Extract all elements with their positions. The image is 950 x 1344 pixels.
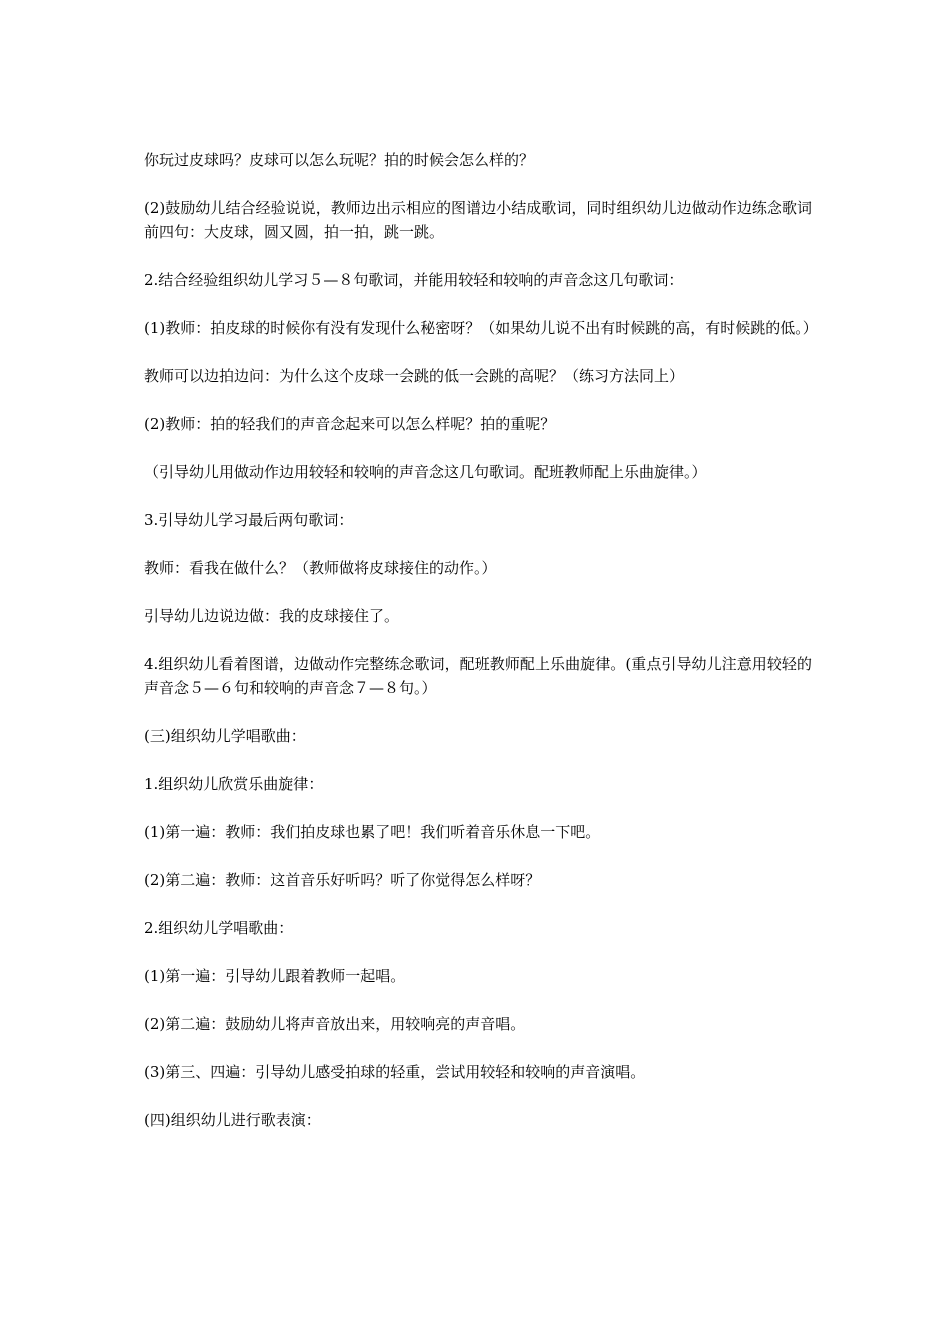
- paragraph: (2)教师：拍的轻我们的声音念起来可以怎么样呢？拍的重呢？: [144, 415, 556, 433]
- paragraph: 教师：看我在做什么？（教师做将皮球接住的动作。）: [144, 559, 497, 577]
- paragraph: (1)教师：拍皮球的时候你有没有发现什么秘密呀？（如果幼儿说不出有时候跳的高，有时候跳的低。）: [144, 319, 818, 337]
- paragraph: (1)第一遍：教师：我们拍皮球也累了吧！我们听着音乐休息一下吧。: [144, 823, 601, 841]
- paragraph: （引导幼儿用做动作边用较轻和较响的声音念这几句歌词。配班教师配上乐曲旋律。）: [144, 463, 707, 481]
- document-body: [144, 148, 818, 1156]
- paragraph: 3.引导幼儿学习最后两句歌词：: [144, 511, 354, 529]
- paragraph: 引导幼儿边说边做：我的皮球接住了。: [144, 607, 400, 625]
- paragraph: (2)鼓励幼儿结合经验说说，教师边出示相应的图谱边小结成歌词，同时组织幼儿边做动作边练念歌词前四句：大皮球，圆又圆，拍一拍，跳一跳。: [144, 199, 812, 241]
- paragraph: 2.组织幼儿学唱歌曲：: [144, 919, 294, 937]
- paragraph: 2.结合经验组织幼儿学习５—８句歌词，并能用较轻和较响的声音念这几句歌词：: [144, 271, 684, 289]
- paragraph: (2)第二遍：教师：这首音乐好听吗？听了你觉得怎么样呀？: [144, 871, 541, 889]
- paragraph: (3)第三、四遍：引导幼儿感受拍球的轻重，尝试用较轻和较响的声音演唱。: [144, 1063, 646, 1081]
- paragraph: 你玩过皮球吗？皮球可以怎么玩呢？拍的时候会怎么样的？: [144, 151, 535, 169]
- section-heading: (三)组织幼儿学唱歌曲：: [144, 727, 306, 745]
- paragraph: 教师可以边拍边问：为什么这个皮球一会跳的低一会跳的高呢？（练习方法同上）: [144, 367, 685, 385]
- paragraph: (2)第二遍：鼓励幼儿将声音放出来，用较响亮的声音唱。: [144, 1015, 526, 1033]
- section-heading: (四)组织幼儿进行歌表演：: [144, 1111, 321, 1129]
- paragraph: (1)第一遍：引导幼儿跟着教师一起唱。: [144, 967, 406, 985]
- paragraph: 1.组织幼儿欣赏乐曲旋律：: [144, 775, 324, 793]
- paragraph: 4.组织幼儿看着图谱，边做动作完整练念歌词，配班教师配上乐曲旋律。(重点引导幼儿注意用较轻的声音念５—６句和较响的声音念７—８句。）: [144, 655, 812, 697]
